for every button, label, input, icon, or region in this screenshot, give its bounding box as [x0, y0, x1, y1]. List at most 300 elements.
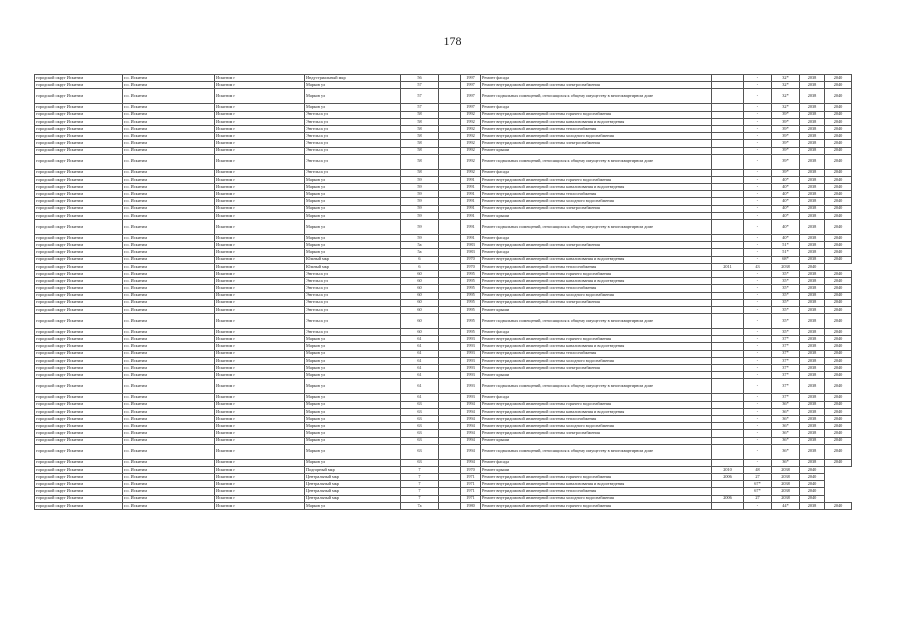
work-type-cell: Ремонт внутридомовой инженерной системы канализования и водоотведения	[481, 343, 712, 350]
municipality-cell: городской округ Искитим	[35, 444, 123, 459]
table-row	[35, 423, 852, 430]
municipality-cell: городской округ Искитим	[35, 249, 123, 256]
plan-end-cell: 2038	[800, 184, 825, 191]
street-cell: Энгельса ул	[305, 299, 401, 306]
table-row	[35, 357, 852, 364]
work-type-cell: Ремонт внутридомовой инженерной системы холодного водоснабжения	[481, 423, 712, 430]
settlement-cell: г.о. Искитим	[123, 75, 215, 82]
street-cell: Марков ул	[305, 104, 401, 111]
plan-start-cell: 35*	[772, 270, 800, 277]
settlement-cell: г.о. Искитим	[123, 474, 215, 481]
extra-cell: 2040	[825, 256, 852, 263]
work-type-cell: Ремонт подвальных помещений, относящихся к общему имуществу в многоквартирном доме	[481, 220, 712, 235]
building-cell	[439, 212, 461, 219]
extra-cell: 2040	[825, 285, 852, 292]
locality-cell: Искитим г	[215, 118, 305, 125]
settlement-cell: г.о. Искитим	[123, 212, 215, 219]
locality-cell: Искитим г	[215, 430, 305, 437]
settlement-cell: г.о. Искитим	[123, 423, 215, 430]
plan-start-cell: 40*	[772, 176, 800, 183]
house-number-cell: 6	[401, 256, 439, 263]
last-repair-year-cell: 2006	[712, 495, 744, 502]
wear-cell: -	[744, 82, 772, 89]
street-cell: Марков ул	[305, 394, 401, 401]
extra-cell: 2040	[825, 292, 852, 299]
last-repair-year-cell	[712, 343, 744, 350]
plan-start-cell: 35*	[772, 292, 800, 299]
table-row	[35, 306, 852, 313]
locality-cell: Искитим г	[215, 111, 305, 118]
street-cell: Энгельса ул	[305, 169, 401, 176]
street-cell: Марков ул	[305, 459, 401, 466]
table-row	[35, 169, 852, 176]
table-row	[35, 154, 852, 169]
wear-cell: -	[744, 430, 772, 437]
plan-start-cell: 36*	[772, 423, 800, 430]
year-built-cell: 1995	[461, 278, 481, 285]
street-cell: Марков ул	[305, 365, 401, 372]
last-repair-year-cell	[712, 394, 744, 401]
table-row	[35, 285, 852, 292]
municipality-cell: городской округ Искитим	[35, 198, 123, 205]
year-built-cell: 1994	[461, 423, 481, 430]
work-type-cell: Ремонт внутридомовой инженерной системы теплоснабжения	[481, 263, 712, 270]
plan-end-cell: 2038	[800, 299, 825, 306]
locality-cell: Искитим г	[215, 306, 305, 313]
extra-cell: 2040	[825, 235, 852, 242]
wear-cell: -	[744, 357, 772, 364]
last-repair-year-cell	[712, 299, 744, 306]
wear-cell: -	[744, 278, 772, 285]
plan-start-cell: 37*	[772, 365, 800, 372]
house-number-cell: 61	[401, 343, 439, 350]
plan-start-cell: 40*	[772, 191, 800, 198]
wear-cell: -	[744, 415, 772, 422]
plan-end-cell: 2038	[800, 89, 825, 104]
plan-start-cell: 40*	[772, 205, 800, 212]
municipality-cell: городской округ Искитим	[35, 147, 123, 154]
extra-cell: 2040	[825, 329, 852, 336]
work-type-cell: Ремонт внутридомовой инженерной системы горячего водоснабжения	[481, 111, 712, 118]
plan-start-cell: 2038	[772, 474, 800, 481]
locality-cell: Искитим г	[215, 198, 305, 205]
work-type-cell: Ремонт крыши	[481, 466, 712, 473]
plan-start-cell: 35*	[772, 314, 800, 329]
extra-cell: 2040	[825, 423, 852, 430]
municipality-cell: городской округ Искитим	[35, 212, 123, 219]
last-repair-year-cell	[712, 329, 744, 336]
wear-cell: -	[744, 444, 772, 459]
settlement-cell: г.о. Искитим	[123, 343, 215, 350]
plan-end-cell: 2038	[800, 401, 825, 408]
plan-start-cell: 35*	[772, 306, 800, 313]
wear-cell: -	[744, 118, 772, 125]
house-number-cell: 60	[401, 270, 439, 277]
last-repair-year-cell	[712, 118, 744, 125]
extra-cell: 2040	[825, 140, 852, 147]
locality-cell: Искитим г	[215, 474, 305, 481]
year-built-cell: 1980	[461, 502, 481, 509]
settlement-cell: г.о. Искитим	[123, 285, 215, 292]
plan-end-cell: 2038	[800, 278, 825, 285]
street-cell: Центральный мкр	[305, 488, 401, 495]
settlement-cell: г.о. Искитим	[123, 437, 215, 444]
plan-start-cell: 39*	[772, 147, 800, 154]
work-type-cell: Ремонт внутридомовой инженерной системы горячего водоснабжения	[481, 401, 712, 408]
extra-cell: 2040	[825, 270, 852, 277]
street-cell: Энгельса ул	[305, 111, 401, 118]
extra-cell: 2040	[825, 350, 852, 357]
work-type-cell: Ремонт внутридомовой инженерной системы электроснабжения	[481, 82, 712, 89]
plan-end-cell: 2038	[800, 118, 825, 125]
work-type-cell: Ремонт подвальных помещений, относящихся к общему имуществу в многоквартирном доме	[481, 379, 712, 394]
last-repair-year-cell	[712, 235, 744, 242]
wear-cell: -	[744, 329, 772, 336]
municipality-cell: городской округ Искитим	[35, 423, 123, 430]
table-row	[35, 336, 852, 343]
locality-cell: Искитим г	[215, 184, 305, 191]
last-repair-year-cell	[712, 408, 744, 415]
settlement-cell: г.о. Искитим	[123, 329, 215, 336]
extra-cell: 2040	[825, 365, 852, 372]
plan-start-cell: 68*	[772, 256, 800, 263]
year-built-cell: 1992	[461, 169, 481, 176]
settlement-cell: г.о. Искитим	[123, 191, 215, 198]
street-cell: Марков ул	[305, 444, 401, 459]
year-built-cell: 1993	[461, 336, 481, 343]
extra-cell: 2040	[825, 205, 852, 212]
table-row	[35, 430, 852, 437]
municipality-cell: городской округ Искитим	[35, 205, 123, 212]
table-row	[35, 350, 852, 357]
table-row	[35, 118, 852, 125]
street-cell: Марков ул	[305, 242, 401, 249]
last-repair-year-cell	[712, 314, 744, 329]
street-cell: Энгельса ул	[305, 133, 401, 140]
house-number-cell: 63	[401, 401, 439, 408]
plan-end-cell: 2038	[800, 242, 825, 249]
last-repair-year-cell	[712, 256, 744, 263]
house-number-cell: 61	[401, 372, 439, 379]
wear-cell: 27	[744, 474, 772, 481]
year-built-cell: 1971	[461, 488, 481, 495]
extra-cell: 2040	[825, 125, 852, 132]
year-built-cell: 1971	[461, 474, 481, 481]
house-number-cell: 58	[401, 133, 439, 140]
plan-end-cell: 2040	[800, 481, 825, 488]
house-number-cell: 58	[401, 154, 439, 169]
building-cell	[439, 82, 461, 89]
building-cell	[439, 474, 461, 481]
street-cell: Марков ул	[305, 423, 401, 430]
municipality-cell: городской округ Искитим	[35, 488, 123, 495]
building-cell	[439, 314, 461, 329]
extra-cell: 2040	[825, 372, 852, 379]
table-row	[35, 270, 852, 277]
locality-cell: Искитим г	[215, 263, 305, 270]
plan-start-cell: 40*	[772, 198, 800, 205]
building-cell	[439, 184, 461, 191]
building-cell	[439, 481, 461, 488]
last-repair-year-cell	[712, 82, 744, 89]
extra-cell: 2040	[825, 169, 852, 176]
locality-cell: Искитим г	[215, 147, 305, 154]
table-row	[35, 502, 852, 509]
street-cell: Энгельса ул	[305, 147, 401, 154]
work-type-cell: Ремонт внутридомовой инженерной системы канализования и водоотведения	[481, 118, 712, 125]
settlement-cell: г.о. Искитим	[123, 147, 215, 154]
street-cell: Энгельса ул	[305, 154, 401, 169]
building-cell	[439, 242, 461, 249]
plan-end-cell: 2038	[800, 415, 825, 422]
table-row	[35, 176, 852, 183]
house-number-cell: 59	[401, 205, 439, 212]
municipality-cell: городской округ Искитим	[35, 329, 123, 336]
year-built-cell: 1971	[461, 495, 481, 502]
extra-cell: 2040	[825, 104, 852, 111]
settlement-cell: г.о. Искитим	[123, 133, 215, 140]
work-type-cell: Ремонт внутридомовой инженерной системы канализования и водоотведения	[481, 481, 712, 488]
street-cell: Марков ул	[305, 401, 401, 408]
year-built-cell: 1991	[461, 191, 481, 198]
building-cell	[439, 437, 461, 444]
building-cell	[439, 350, 461, 357]
last-repair-year-cell	[712, 89, 744, 104]
last-repair-year-cell	[712, 205, 744, 212]
wear-cell: -	[744, 365, 772, 372]
settlement-cell: г.о. Искитим	[123, 357, 215, 364]
year-built-cell: 1993	[461, 343, 481, 350]
settlement-cell: г.о. Искитим	[123, 220, 215, 235]
municipality-cell: городской округ Искитим	[35, 118, 123, 125]
table-row	[35, 82, 852, 89]
building-cell	[439, 357, 461, 364]
locality-cell: Искитим г	[215, 502, 305, 509]
last-repair-year-cell	[712, 184, 744, 191]
plan-start-cell: 37*	[772, 343, 800, 350]
work-type-cell: Ремонт внутридомовой инженерной системы электроснабжения	[481, 205, 712, 212]
house-number-cell: 57	[401, 82, 439, 89]
wear-cell: -	[744, 191, 772, 198]
settlement-cell: г.о. Искитим	[123, 394, 215, 401]
building-cell	[439, 278, 461, 285]
extra-cell: 2040	[825, 299, 852, 306]
work-type-cell: Ремонт внутридомовой инженерной системы электроснабжения	[481, 365, 712, 372]
extra-cell: 2040	[825, 75, 852, 82]
house-number-cell: 7	[401, 488, 439, 495]
last-repair-year-cell	[712, 285, 744, 292]
plan-start-cell: 40*	[772, 235, 800, 242]
wear-cell: -	[744, 401, 772, 408]
municipality-cell: городской округ Искитим	[35, 278, 123, 285]
house-number-cell: 7	[401, 466, 439, 473]
wear-cell: -	[744, 198, 772, 205]
municipality-cell: городской округ Искитим	[35, 299, 123, 306]
last-repair-year-cell	[712, 242, 744, 249]
year-built-cell: 1993	[461, 365, 481, 372]
work-type-cell: Ремонт подвальных помещений, относящихся к общему имуществу в многоквартирном доме	[481, 444, 712, 459]
house-number-cell: 61	[401, 394, 439, 401]
street-cell: Марков ул	[305, 89, 401, 104]
municipality-cell: городской округ Искитим	[35, 256, 123, 263]
wear-cell: -	[744, 89, 772, 104]
table-row	[35, 481, 852, 488]
year-built-cell: 1992	[461, 111, 481, 118]
building-cell	[439, 235, 461, 242]
settlement-cell: г.о. Искитим	[123, 466, 215, 473]
year-built-cell: 1991	[461, 235, 481, 242]
building-cell	[439, 365, 461, 372]
last-repair-year-cell	[712, 401, 744, 408]
municipality-cell: городской округ Искитим	[35, 306, 123, 313]
year-built-cell: 1993	[461, 379, 481, 394]
table-row	[35, 329, 852, 336]
plan-end-cell: 2038	[800, 205, 825, 212]
municipality-cell: городской округ Искитим	[35, 242, 123, 249]
plan-start-cell: 39*	[772, 133, 800, 140]
plan-end-cell: 2038	[800, 408, 825, 415]
settlement-cell: г.о. Искитим	[123, 299, 215, 306]
wear-cell: -	[744, 75, 772, 82]
repair-table	[34, 74, 852, 510]
year-built-cell: 1995	[461, 329, 481, 336]
plan-start-cell: 2038	[772, 488, 800, 495]
year-built-cell: 1983	[461, 242, 481, 249]
building-cell	[439, 292, 461, 299]
work-type-cell: Ремонт внутридомовой инженерной системы канализования и водоотведения	[481, 256, 712, 263]
municipality-cell: городской округ Искитим	[35, 481, 123, 488]
work-type-cell: Ремонт внутридомовой инженерной системы теплоснабжения	[481, 125, 712, 132]
last-repair-year-cell	[712, 292, 744, 299]
street-cell: Марков ул	[305, 235, 401, 242]
table-row	[35, 437, 852, 444]
extra-cell: 2040	[825, 154, 852, 169]
building-cell	[439, 125, 461, 132]
settlement-cell: г.о. Искитим	[123, 365, 215, 372]
wear-cell: -	[744, 235, 772, 242]
table-row	[35, 394, 852, 401]
plan-end-cell: 2038	[800, 423, 825, 430]
table-row	[35, 263, 852, 270]
last-repair-year-cell	[712, 212, 744, 219]
plan-end-cell: 2038	[800, 306, 825, 313]
plan-start-cell: 40*	[772, 184, 800, 191]
house-number-cell: 59	[401, 220, 439, 235]
extra-cell: 2040	[825, 89, 852, 104]
municipality-cell: городской округ Искитим	[35, 285, 123, 292]
plan-start-cell: 2038	[772, 263, 800, 270]
street-cell: Марков ул	[305, 191, 401, 198]
street-cell: Энгельса ул	[305, 329, 401, 336]
house-number-cell: 60	[401, 285, 439, 292]
house-number-cell: 7а	[401, 502, 439, 509]
plan-end-cell: 2038	[800, 372, 825, 379]
table-row	[35, 184, 852, 191]
locality-cell: Искитим г	[215, 437, 305, 444]
wear-cell: -	[744, 147, 772, 154]
street-cell: Марков ул	[305, 82, 401, 89]
work-type-cell: Ремонт внутридомовой инженерной системы канализования и водоотведения	[481, 278, 712, 285]
building-cell	[439, 372, 461, 379]
year-built-cell: 1997	[461, 104, 481, 111]
municipality-cell: городской округ Искитим	[35, 75, 123, 82]
plan-start-cell: 51*	[772, 242, 800, 249]
plan-start-cell: 36*	[772, 444, 800, 459]
locality-cell: Искитим г	[215, 365, 305, 372]
wear-cell: -	[744, 242, 772, 249]
municipality-cell: городской округ Искитим	[35, 495, 123, 502]
extra-cell: 2040	[825, 184, 852, 191]
municipality-cell: городской округ Искитим	[35, 394, 123, 401]
extra-cell: 2040	[825, 198, 852, 205]
work-type-cell: Ремонт фасада	[481, 169, 712, 176]
wear-cell: -	[744, 154, 772, 169]
locality-cell: Искитим г	[215, 154, 305, 169]
extra-cell: 2040	[825, 379, 852, 394]
plan-end-cell: 2038	[800, 292, 825, 299]
wear-cell: -	[744, 394, 772, 401]
plan-end-cell: 2038	[800, 430, 825, 437]
plan-end-cell: 2038	[800, 191, 825, 198]
locality-cell: Искитим г	[215, 285, 305, 292]
settlement-cell: г.о. Искитим	[123, 314, 215, 329]
year-built-cell: 1993	[461, 372, 481, 379]
extra-cell: 2040	[825, 306, 852, 313]
work-type-cell: Ремонт внутридомовой инженерной системы теплоснабжения	[481, 350, 712, 357]
locality-cell: Искитим г	[215, 459, 305, 466]
settlement-cell: г.о. Искитим	[123, 372, 215, 379]
settlement-cell: г.о. Искитим	[123, 140, 215, 147]
extra-cell: 2040	[825, 401, 852, 408]
settlement-cell: г.о. Искитим	[123, 495, 215, 502]
last-repair-year-cell	[712, 306, 744, 313]
year-built-cell: 1994	[461, 437, 481, 444]
house-number-cell: 59	[401, 191, 439, 198]
last-repair-year-cell	[712, 154, 744, 169]
last-repair-year-cell	[712, 75, 744, 82]
municipality-cell: городской округ Искитим	[35, 343, 123, 350]
building-cell	[439, 270, 461, 277]
plan-end-cell: 2038	[800, 75, 825, 82]
plan-start-cell: 39*	[772, 111, 800, 118]
plan-end-cell: 2038	[800, 147, 825, 154]
work-type-cell: Ремонт внутридомовой инженерной системы канализования и водоотведения	[481, 184, 712, 191]
street-cell: Энгельса ул	[305, 306, 401, 313]
plan-start-cell: 32*	[772, 82, 800, 89]
locality-cell: Искитим г	[215, 212, 305, 219]
table-row	[35, 198, 852, 205]
street-cell: Марков ул	[305, 430, 401, 437]
last-repair-year-cell	[712, 176, 744, 183]
table-row	[35, 299, 852, 306]
year-built-cell: 1995	[461, 299, 481, 306]
locality-cell: Искитим г	[215, 270, 305, 277]
extra-cell: 2040	[825, 502, 852, 509]
plan-start-cell: 39*	[772, 154, 800, 169]
building-cell	[439, 415, 461, 422]
table-row	[35, 125, 852, 132]
work-type-cell: Ремонт подвальных помещений, относящихся к общему имуществу в многоквартирном доме	[481, 154, 712, 169]
table-row	[35, 75, 852, 82]
plan-start-cell: 39*	[772, 118, 800, 125]
locality-cell: Искитим г	[215, 89, 305, 104]
work-type-cell: Ремонт внутридомовой инженерной системы теплоснабжения	[481, 285, 712, 292]
plan-start-cell: 37*	[772, 336, 800, 343]
wear-cell: -	[744, 220, 772, 235]
locality-cell: Искитим г	[215, 357, 305, 364]
year-built-cell: 1983	[461, 249, 481, 256]
locality-cell: Искитим г	[215, 133, 305, 140]
